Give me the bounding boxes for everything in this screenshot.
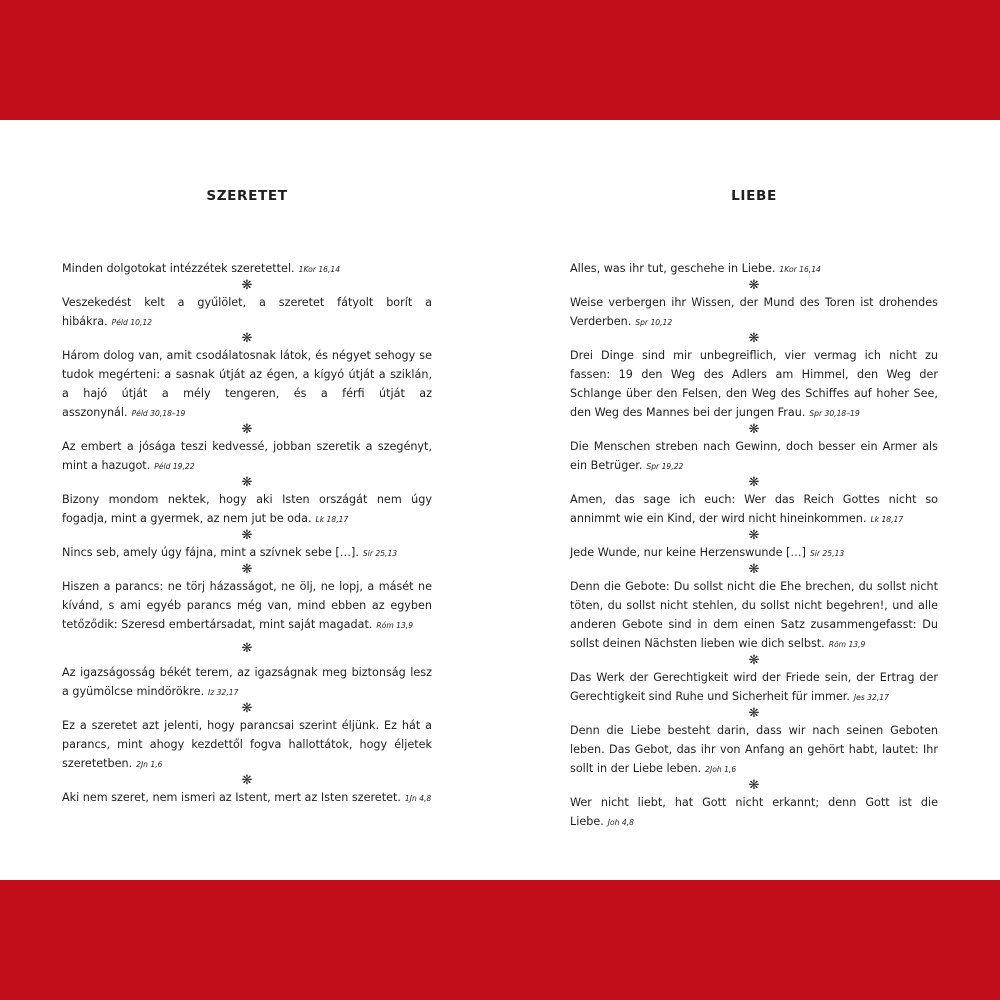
separator-icon: ❋	[748, 331, 760, 346]
verse-text: Weise verbergen ihr Wissen, der Mund des Toren ist drohendes Verderben.	[570, 296, 938, 328]
verse-reference: Lk 18,17	[315, 515, 349, 524]
verse-entry	[62, 259, 432, 279]
verse-reference: Iz 32,17	[208, 688, 239, 697]
separator-icon: ❋	[241, 331, 253, 346]
separator-icon: ❋	[748, 528, 760, 543]
separator-icon: ❋	[241, 528, 253, 543]
separator-icon: ❋	[241, 278, 253, 293]
separator-icon: ❋	[241, 641, 253, 656]
verse-reference: Sir 25,13	[362, 549, 398, 558]
verse-entry	[570, 437, 938, 476]
page-title: SZERETET	[206, 188, 288, 204]
verse-reference: Spr 30,18–19	[809, 409, 860, 418]
verse-entry	[62, 716, 432, 774]
verse-list	[62, 259, 432, 808]
verse-text: Három dolog van, amit csodálatosnak látok, és négyet sehogy se tudok megérteni: a sasnak útját az égen, a kígyó útját a sziklán, a hajó útját a mély tengeren, és a férfi útját az asszonynál.	[62, 349, 432, 419]
verse-text: Aki nem szeret, nem ismeri az Istent, mert az Isten szeretet.	[62, 791, 401, 804]
separator-icon: ❋	[748, 706, 760, 721]
verse-reference: 1Kor 16,14	[298, 265, 341, 274]
verse-entry	[62, 293, 432, 332]
separator-icon: ❋	[748, 562, 760, 577]
verse-text: Jede Wunde, nur keine Herzenswunde […]	[570, 546, 806, 559]
verse-entry	[62, 543, 432, 563]
verse-text: Denn die Gebote: Du sollst nicht die Ehe brechen, du sollst nicht töten, du sollst nicht stehlen, du sollst nicht begehren!, und alle anderen Gebote sind in dem einen Satz zusammengefasst: Du sollst deinen Nächsten lieben wie dich selbst.	[570, 580, 938, 650]
verse-reference: Spr 19,22	[646, 462, 684, 471]
verse-entry	[570, 543, 938, 563]
verse-reference: Spr 10,12	[635, 318, 673, 327]
verse-entry	[570, 577, 938, 654]
verse-entry	[62, 577, 432, 635]
verse-entry	[570, 346, 938, 423]
separator-icon: ❋	[241, 773, 253, 788]
verse-text: Das Werk der Gerechtigkeit wird der Friede sein, der Ertrag der Gerechtigkeit sind Ruhe und Sicherheit für immer.	[570, 671, 938, 703]
verse-entry	[570, 721, 938, 779]
verse-entry	[62, 437, 432, 476]
left-page-hungarian	[62, 120, 432, 880]
verse-entry	[570, 668, 938, 707]
verse-reference: Joh 4,8	[607, 818, 634, 827]
verse-text: Bizony mondom nektek, hogy aki Isten országát nem úgy fogadja, mint a gyermek, az nem jut be oda.	[62, 493, 432, 525]
separator-icon: ❋	[748, 778, 760, 793]
top-red-band	[0, 0, 1000, 120]
verse-text: Hiszen a parancs: ne törj házasságot, ne ölj, ne lopj, a másét ne kívánd, s ami egyéb parancs még van, mind ebben az egyben tetőződik: Szeresd embertársadat, mint saját magadat.	[62, 580, 432, 631]
verse-text: Ez a szeretet azt jelenti, hogy parancsai szerint éljünk. Ez hát a parancs, mint ahogy kezdettől fogva hallottátok, hogy éljetek szeretetben.	[62, 719, 432, 770]
right-page-german	[570, 120, 938, 880]
verse-text: Veszekedést kelt a gyűlölet, a szeretet fátyolt borít a hibákra.	[62, 296, 432, 328]
verse-reference: Róm 13,9	[376, 621, 414, 630]
verse-reference: Sir 25,13	[809, 549, 845, 558]
verse-text: Az igazságosság békét terem, az igazságnak meg biztonság lesz a gyümölcse mindörökre.	[62, 666, 432, 698]
verse-reference: 1Kor 16,14	[779, 265, 821, 274]
verse-reference: 2Jn 1,6	[136, 760, 163, 769]
verse-reference: 2Joh 1,6	[705, 765, 737, 774]
verse-text: Wer nicht liebt, hat Gott nicht erkannt; denn Gott ist die Liebe.	[570, 796, 938, 828]
verse-text: Denn die Liebe besteht darin, dass wir nach seinen Geboten leben. Das Gebot, das ihr von Anfang an gehört habt, lautet: Ihr sollt in der Liebe leben.	[570, 724, 938, 775]
verse-reference: Lk 18,17	[870, 515, 904, 524]
verse-text: Drei Dinge sind mir unbegreiflich, vier vermag ich nicht zu fassen: 19 den Weg des Adlers am Himmel, den Weg der Schlange über den Felsen, den Weg des Schiffes auf hoher See, den Weg des Mannes bei der jungen Frau.	[570, 349, 938, 419]
separator-icon: ❋	[241, 701, 253, 716]
verse-text: Die Menschen streben nach Gewinn, doch besser ein Armer als ein Betrüger.	[570, 440, 938, 472]
verse-reference: 1Jn 4,8	[404, 794, 432, 803]
verse-reference: Röm 13,9	[828, 640, 866, 649]
separator-icon: ❋	[241, 422, 253, 437]
separator-icon: ❋	[241, 562, 253, 577]
verse-text: Alles, was ihr tut, geschehe in Liebe.	[570, 262, 776, 275]
verse-entry	[570, 793, 938, 832]
separator-icon: ❋	[241, 475, 253, 490]
verse-list	[570, 259, 938, 832]
verse-text: Minden dolgotokat intézzétek szeretettel.	[62, 262, 295, 275]
page-title: LIEBE	[731, 188, 777, 204]
separator-icon: ❋	[748, 422, 760, 437]
verse-entry	[570, 259, 938, 279]
verse-reference: Péld 30,18–19	[131, 409, 186, 418]
separator-icon: ❋	[748, 653, 760, 668]
verse-reference: Jes 32,17	[853, 693, 889, 702]
verse-reference: Péld 10,12	[111, 318, 152, 327]
verse-entry	[62, 663, 432, 702]
bottom-red-band	[0, 880, 1000, 1000]
verse-text: Amen, das sage ich euch: Wer das Reich Gottes nicht so annimmt wie ein Kind, der wird nicht hineinkommen.	[570, 493, 938, 525]
verse-text: Nincs seb, amely úgy fájna, mint a szívnek sebe […].	[62, 546, 359, 559]
verse-entry	[62, 788, 432, 808]
verse-reference: Péld 19,22	[154, 462, 195, 471]
verse-entry	[62, 490, 432, 529]
verse-entry	[570, 293, 938, 332]
verse-text: Az embert a jósága teszi kedvessé, jobban szeretik a szegényt, mint a hazugot.	[62, 440, 432, 472]
verse-entry	[570, 490, 938, 529]
separator-icon: ❋	[748, 475, 760, 490]
separator-icon: ❋	[748, 278, 760, 293]
verse-entry	[62, 346, 432, 423]
